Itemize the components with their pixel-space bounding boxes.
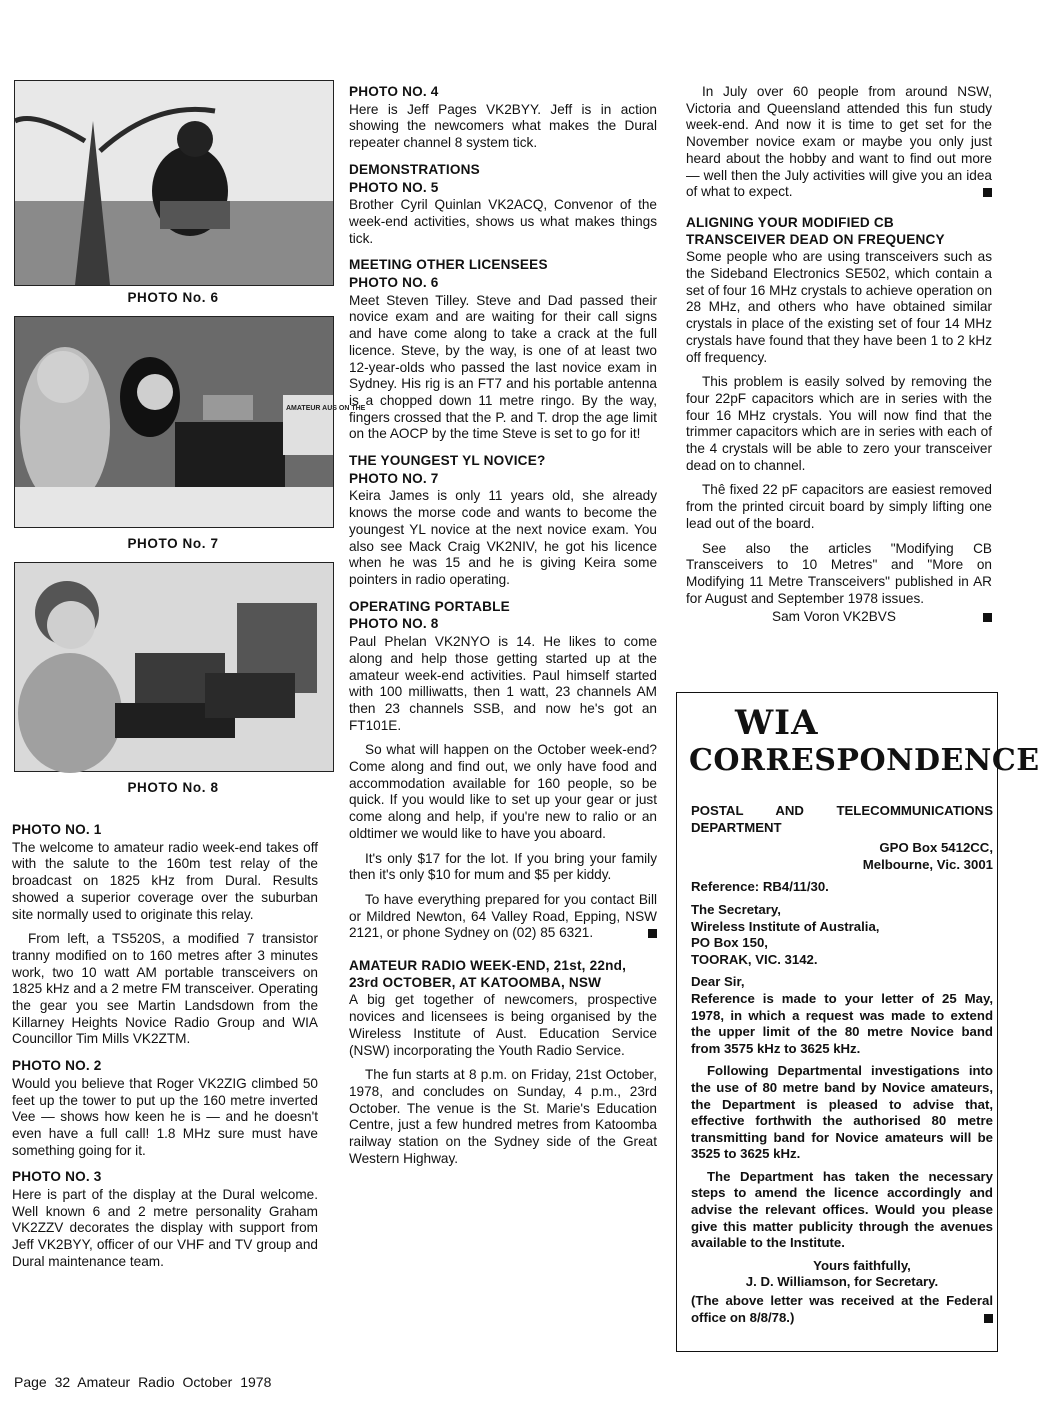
address-line: GPO Box 5412CC,	[879, 840, 993, 856]
end-mark-icon	[984, 1314, 993, 1323]
letter-note: (The above letter was received at the Federal office on 8/8/78.)	[691, 1293, 993, 1325]
section-heading: MEETING OTHER LICENSEES	[349, 257, 548, 273]
heading-photo-1: PHOTO NO. 1	[12, 822, 102, 837]
heading-photo-8: PHOTO NO. 8	[349, 616, 439, 632]
heading-photo-5: PHOTO NO. 5	[349, 179, 439, 195]
photo-6	[14, 80, 334, 286]
signer: J. D. Williamson, for Secretary.	[745, 1274, 939, 1290]
correspondence-title: CORRESPONDENCE	[689, 743, 1040, 778]
paragraph: A big get together of newcomers, prospective novices and licensees is being organised by the Wireless Institute of Aust. Education Service (NSW) incorporating the Youth Radio Service.	[349, 992, 657, 1058]
heading-photo-2: PHOTO NO. 2	[12, 1058, 102, 1074]
paragraph: Some people who are using transceivers such as the Sideband Electronics SE502, which contain a set of four 16 MHz crystals to achieve operation on 28 MHz, and others who have obtained similar crystals in place of the existing set of four 14 MHz crystals have found that they have been 1 to 2 kHz off frequency.	[686, 249, 993, 365]
reference: Reference: RB4/11/30.	[691, 879, 829, 895]
recipient-line: PO Box 150,	[691, 935, 768, 951]
recipient-line: Wireless Institute of Australia,	[691, 918, 880, 934]
address-line: Melbourne, Vic. 3001	[862, 856, 993, 872]
signature: Sam Voron VK2BVS	[772, 609, 896, 625]
recipient-line: TOORAK, VIC. 3142.	[691, 951, 818, 967]
photo-6-caption: PHOTO No. 6	[127, 290, 219, 305]
paragraph: See also the articles "Modifying CB Transceivers to 10 Metres" and "More on Modifying 11 Metre Transceivers" published in AR for August and September 1978 issues.	[686, 540, 992, 606]
end-mark-icon	[983, 188, 992, 197]
page-footer: Page 32 Amateur Radio October 1978	[14, 1374, 272, 1390]
photo-7	[14, 316, 366, 528]
section-heading: OPERATING PORTABLE	[349, 598, 510, 614]
photo-7-caption: PHOTO No. 7	[127, 536, 219, 551]
photo-7-image	[15, 317, 366, 527]
photo-8-image	[15, 563, 333, 771]
letter-paragraph: Reference is made to your letter of 25 May, 1978, in which a request was made to extend the upper limit of the 80 metre Novice band from 3575 kHz to 3625 kHz.	[691, 990, 993, 1056]
column-3-text	[686, 84, 992, 626]
paragraph: Keira James is only 11 years old, she already knows the morse code and wants to become the youngest YL novice at the next novice exam. You also see Mack Craig VK2NIV, he got his licence when he was 15 and he is giving Keira some pointers in radio operating.	[349, 488, 657, 587]
paragraph: So what will happen on the October week-end? Come along and find out, we only have food and accommodation available for 160 people, so be quick. If you would like to set up your gear or just come along and help, if you're new to ralio or an oldtimer we would like to have you aboard.	[349, 742, 657, 841]
section-heading: ALIGNING YOUR MODIFIED CB TRANSCEIVER DEAD ON FREQUENCY	[686, 214, 945, 247]
photo-6-image	[15, 81, 333, 285]
photo-7-sign: AMATEUR AUS ON THE	[286, 405, 366, 412]
letter-body	[691, 803, 993, 1326]
wia-correspondence-box	[676, 692, 1040, 1352]
paragraph: It's only $17 for the lot. If you bring your family then it's only $10 for mum and $5 per kiddy.	[349, 850, 657, 883]
closing: Yours faithfully,	[813, 1257, 911, 1273]
heading-photo-3: PHOTO NO. 3	[12, 1169, 102, 1185]
paragraph: From left, a TS520S, a modified 7 transistor tranny modified on to 160 metres after 3 minutes work, two 10 watt AM portable transceivers on 1825 kHz and a 2 metre FM transceiver. Operating the gear you see Martin Landsdown from the Killarney Heights Novice Radio Group and WIA Councillor Tim Mills VK2ZTM.	[12, 931, 318, 1047]
column-2-text	[349, 84, 657, 1175]
correspondence-title-wia: WIA	[735, 703, 819, 743]
paragraph: Would you believe that Roger VK2ZIG climbed 50 feet up the tower to put up the 160 metre inverted Vee — shows how keen he is — and he doesn't even have a full call! 1.8 MHz sure must have something going for it.	[12, 1075, 318, 1158]
photo-8	[14, 562, 334, 772]
paragraph: Here is part of the display at the Dural welcome. Well known 6 and 2 metre personality Graham VK2ZZV decorates the display with support from Jeff VK2BYY, officer of our VHF and TV group and Dural maintenance team.	[12, 1187, 318, 1269]
paragraph: To have everything prepared for you contact Bill or Mildred Newton, 64 Valley Road, Epping, NSW 2121, or phone Sydney on (02) 85 6321.	[349, 891, 657, 941]
column-1-text	[12, 822, 318, 1279]
paragraph: Thê fixed 22 pF capacitors are easiest removed from the printed circuit board by simply lifting one lead out of the board.	[686, 482, 992, 531]
section-heading: AMATEUR RADIO WEEK-END, 21st, 22nd, 23rd OCTOBER, AT KATOOMBA, NSW	[349, 958, 627, 990]
paragraph: Brother Cyril Quinlan VK2ACQ, Convenor of the week-end activities, shows us what makes things tick.	[349, 197, 657, 246]
paragraph: The welcome to amateur radio week-end takes off with the salute to the 160m test relay of the broadcast on 1825 kHz from Dural. Results showed a superior coverage over the suburban site normally used to originate this relay.	[12, 839, 318, 922]
paragraph: This problem is easily solved by removing the four 22pF capacitors which are in series with the four 16 MHz crystals. You will now find that the trimmer capacitors which are in series with each of the 4 crystals will be able to zero your transceiver dead on to channel.	[686, 374, 992, 473]
photo-8-caption: PHOTO No. 8	[127, 780, 219, 795]
heading-photo-7: PHOTO NO. 7	[349, 470, 439, 486]
heading-photo-6: PHOTO NO. 6	[349, 275, 439, 291]
salutation: Dear Sir,	[691, 974, 745, 990]
section-heading: DEMONSTRATIONS	[349, 161, 480, 177]
section-heading: THE YOUNGEST YL NOVICE?	[349, 453, 546, 469]
heading-photo-4: PHOTO NO. 4	[349, 84, 439, 99]
paragraph: Here is Jeff Pages VK2BYY. Jeff is in action showing the newcomers what makes the Dural repeater channel 8 system tick.	[349, 101, 657, 151]
recipient-line: The Secretary,	[691, 901, 781, 917]
paragraph: Paul Phelan VK2NYO is 14. He likes to come along and help those getting started up at the amateur week-end activities. Paul himself started with 100 milliwatts, then 1 watt, 23 channels AM then 23 channels SSB, and now he's got an FT101E.	[349, 634, 657, 733]
department-name: POSTAL AND TELECOMMUNICATIONS DEPARTMENT	[691, 803, 993, 835]
paragraph: In July over 60 people from around NSW, Victoria and Queensland attended this fun study week-end. And now it is time to get set for the November novice exam or maybe you only just heard about the hobby and want to find out more — well then the July activities will give you an idea of what to expect.	[686, 84, 992, 200]
letter-paragraph: The Department has taken the necessary steps to amend the licence accordingly and advise the relevant offices. Would you please give this matter publicity through the avenues available to the Institute.	[691, 1168, 993, 1251]
paragraph: Meet Steven Tilley. Steve and Dad passed their novice exam and are waiting for their call signs and have come along to take a crack at the full licence. Steve, by the way, is one of at least two 12-year-olds who passed the last novice exam in Sydney. His rig is an FT7 and his portable antenna is a chopped down 11 metre ringo. By the way, fingers crossed that the P. and T. drop the age limit on the AOCP by the time Steve is set to go for it!	[349, 292, 657, 442]
end-mark-icon	[983, 613, 992, 622]
paragraph: The fun starts at 8 p.m. on Friday, 21st October, 1978, and concludes on Sunday, 4 p.m., 23rd October. The venue is the St. Marie's Education Centre, just a few hundred metres from Katoomba railway station on the Sydney side of the Great Western Highway.	[349, 1067, 657, 1166]
end-mark-icon	[648, 929, 657, 938]
letter-paragraph: Following Departmental investigations into the use of 80 metre band by Novice amateurs, the Department is pleased to advise that, effective forthwith the authorised 80 metre transmitting band for Novice amateurs will be 3525 to 3625 kHz.	[691, 1063, 993, 1162]
